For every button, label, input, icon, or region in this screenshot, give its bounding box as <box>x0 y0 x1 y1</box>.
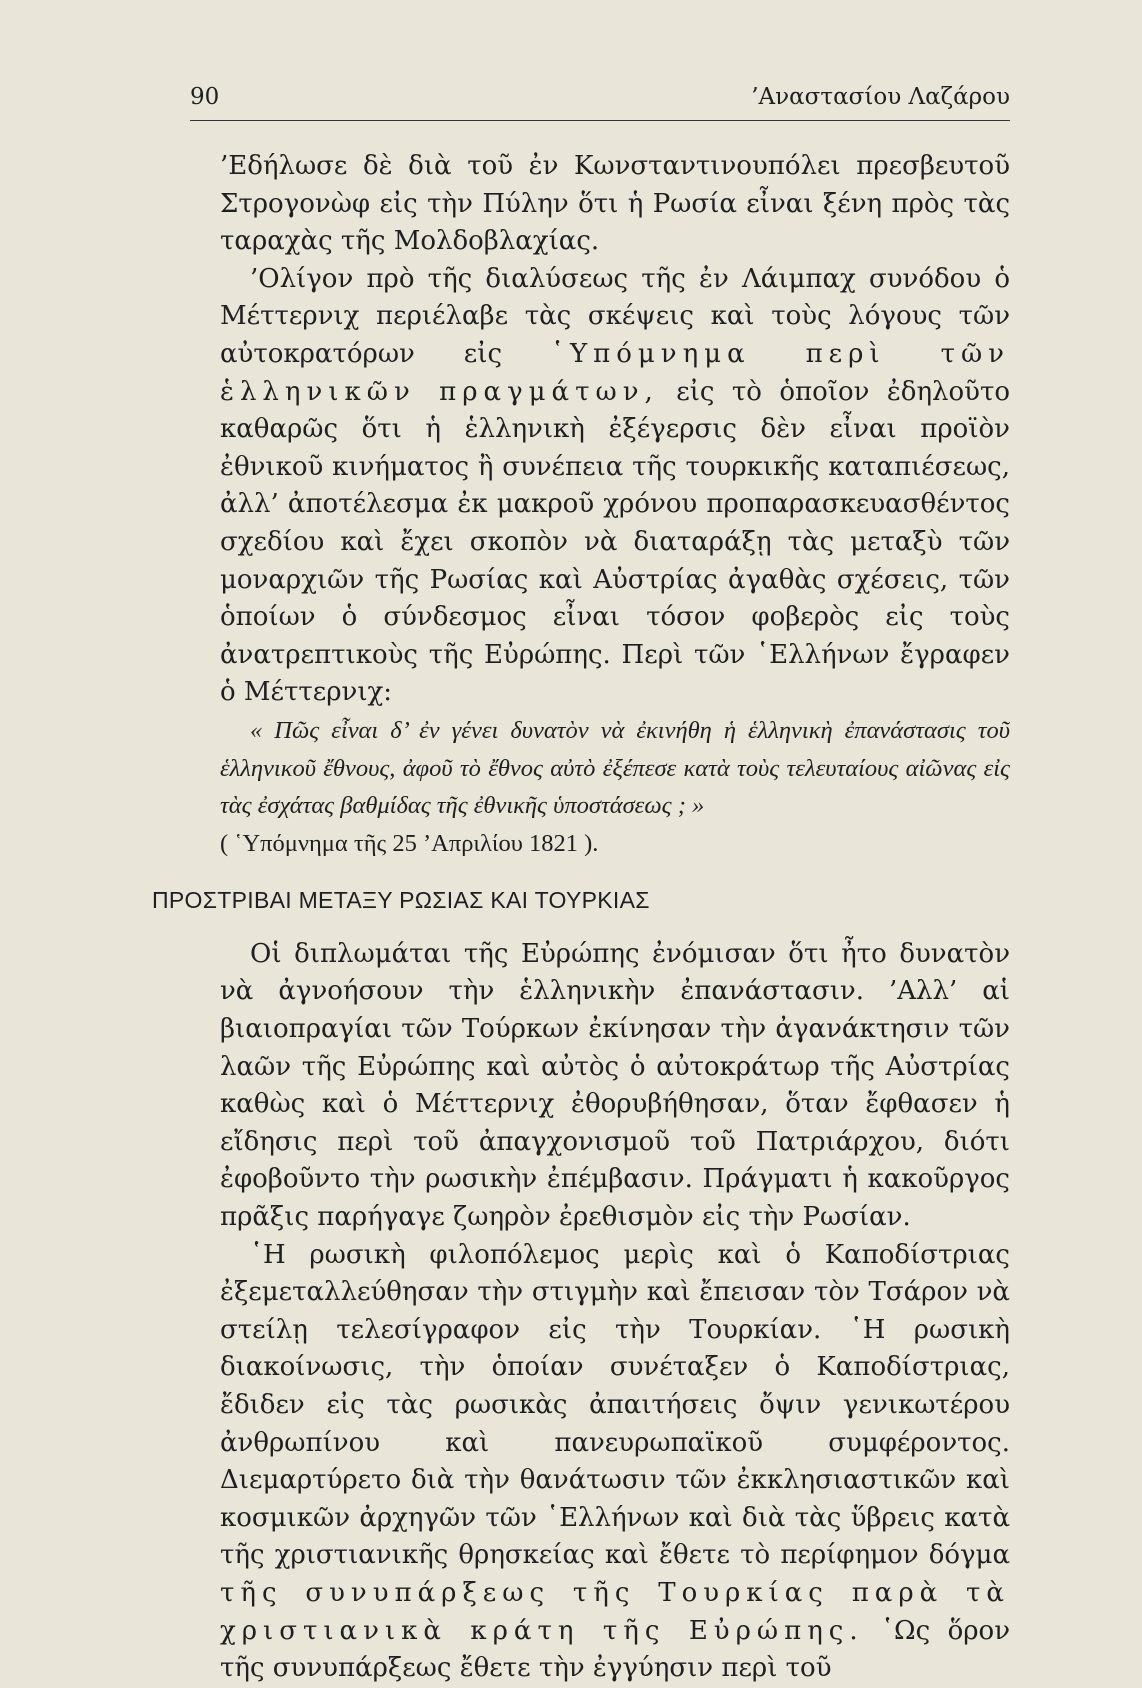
paragraph-4 <box>220 1237 1010 1688</box>
paragraph-1: ’Εδήλωσε δὲ διὰ τοῦ ἐν Κωνσταντινουπόλει πρεσβευτοῦ Στρογονὼφ εἰς τὴν Πύλην ὅτι ἡ Ρωσία εἶναι ξένη πρὸς τὰς ταραχὰς τῆς Μολδοβλαχίας. <box>220 151 1010 257</box>
quote-text: « Πῶς εἶναι δ’ ἐν γένει δυνατὸν νὰ ἐκινήθη ἡ ἑλληνικὴ ἐπανάστασις τοῦ ἑλληνικοῦ ἔθνους, ἀφοῦ τὸ ἔθνος αὐτὸ ἐξέπεσε κατὰ τοὺς τελευταίους αἰῶνας εἰς τὰς ἐσχάτας βαθμίδας τῆς ἐθνικῆς ὑποστάσεως ; » <box>220 716 1010 820</box>
paragraph-2-text-b: εἰς τὸ ὁποῖον ἐδηλοῦτο καθαρῶς ὅτι ἡ ἑλληνικὴ ἐξέγερσις δὲν εἶναι προϊὸν ἐθνικοῦ κινήματος ἢ συνέπεια τῆς τουρκικῆς καταπιέσεως, ἀλλ’ ἀποτέλεσμα ἐκ μακροῦ χρόνου προπαρασκευασθέντος σχεδίου καὶ ἔχει σκοπὸν νὰ διαταράξῃ τὰς μεταξὺ τῶν μοναρχιῶν τῆς Ρωσίας καὶ Αὐστρίας ἀγαθὰς σχέσεις, τῶν ὁποίων ὁ σύνδεσμος εἶναι τόσον φοβερὸς εἰς τοὺς ἀνατρεπτικοὺς τῆς Εὐρώπης. Περὶ τῶν ῾Ελλήνων ἔγραφεν ὁ Μέττερνιχ: <box>220 376 1011 708</box>
running-head: ’Αναστασίου Λαζάρου <box>751 84 1010 110</box>
paragraph-2-text-a: ’Ολίγον πρὸ τῆς διαλύσεως τῆς ἐν Λάιμπαχ συνόδου ὁ Μέττερνιχ περιέλαβε τὰς σκέψεις καὶ τοὺς λόγους τῶν αὐτοκρατόρων εἰς <box>220 263 1010 369</box>
section-heading: ΠΡΟΣΤΡΙΒΑΙ ΜΕΤΑΞΥ ΡΩΣΙΑΣ ΚΑΙ ΤΟΥΡΚΙΑΣ <box>152 887 650 914</box>
page-header <box>190 84 1010 121</box>
paragraph-4-text-a: ῾Η ρωσικὴ φιλοπόλεμος μερὶς καὶ ὁ Καποδίστριας ἐξεμεταλλεύθησαν τὴν στιγμὴν καὶ ἔπεισαν τὸν Τσάρον νὰ στείλῃ τελεσίγραφον εἰς τὴν Τουρκίαν. ῾Η ρωσικὴ διακοίνωσις, τὴν ὁποίαν συνέταξεν ὁ Καποδίστριας, ἔδιδεν εἰς τὰς ρωσικὰς ἀπαιτήσεις ὄψιν γενικωτέρου ἀνθρωπίνου καὶ πανευρωπαϊκοῦ συμφέροντος. Διεμαρτύρετο διὰ τὴν θανάτωσιν τῶν ἐκκλησιαστικῶν καὶ κοσμικῶν ἀρχηγῶν τῶν ῾Ελλήνων καὶ διὰ τὰς ὕβρεις κατὰ τῆς χριστιανικῆς θρησκείας καὶ ἔθετε τὸ περίφημον δόγμα <box>220 1239 1010 1571</box>
paragraph-4-text-b: ῾Ως ὅρον τῆς συνυπάρξεως ἔθετε τὴν ἐγγύησιν περὶ τοῦ <box>220 1615 1011 1684</box>
body-text <box>152 148 1011 1688</box>
page-number: 90 <box>190 84 220 110</box>
metternich-quote <box>220 712 1010 862</box>
memorandum-title: ῾Υπόμνημα περὶ τῶν ἑλληνικῶν πραγμάτων, <box>220 338 1010 407</box>
coexistence-doctrine: τῆς συνυπάρξεως τῆς Τουρκίας παρὰ τὰ χριστιανικὰ κράτη τῆς Εὐρώπης. <box>220 1577 1010 1646</box>
quote-source: ( ῾Υπόμνημα τῆς 25 ’Απριλίου 1821 ). <box>220 829 599 857</box>
paragraph-2 <box>220 261 1010 712</box>
paragraph-3: Οἱ διπλωμάται τῆς Εὐρώπης ἐνόμισαν ὅτι ἦτο δυνατὸν νὰ ἀγνοήσουν τὴν ἑλληνικὴν ἐπανάστασιν. ’Αλλ’ αἱ βιαιοπραγίαι τῶν Τούρκων ἐκίνησαν τὴν ἀγανάκτησιν τῶν λαῶν τῆς Εὐρώπης καὶ αὐτὸς ὁ αὐτοκράτωρ τῆς Αὐστρίας καθὼς καὶ ὁ Μέττερνιχ ἐθορυβήθησαν, ὅταν ἔφθασεν ἡ εἴδησις περὶ τοῦ ἀπαγχονισμοῦ τοῦ Πατριάρχου, διότι ἐφοβοῦντο τὴν ρωσικὴν ἐπέμβασιν. Πράγματι ἡ κακοῦργος πρᾶξις παρήγαγε ζωηρὸν ἐρεθισμὸν εἰς τὴν Ρωσίαν. <box>220 938 1010 1233</box>
